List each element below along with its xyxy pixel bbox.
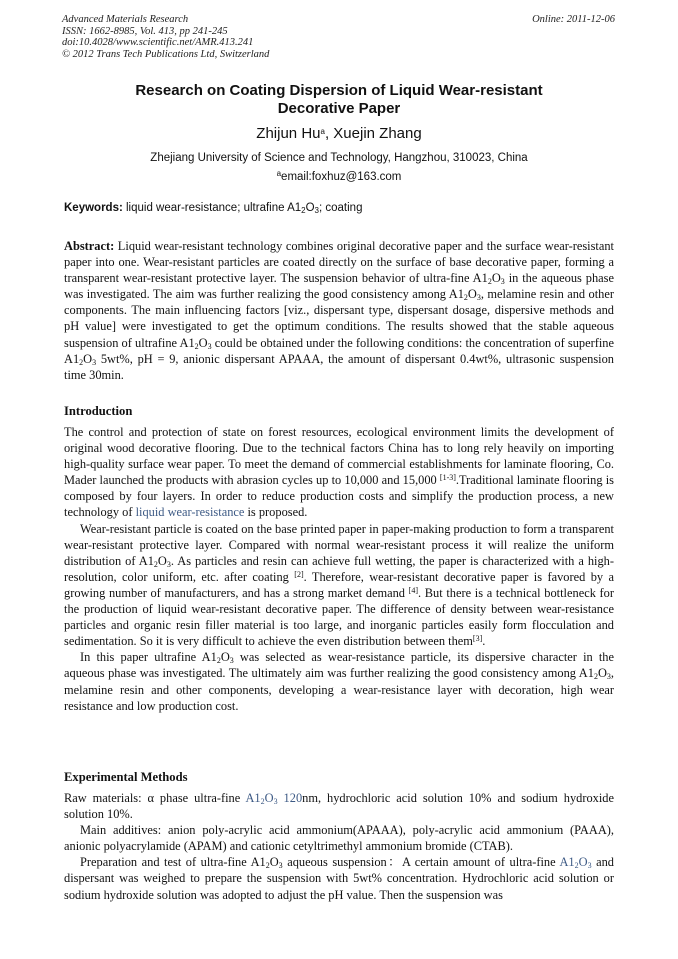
- abstract-label: Abstract:: [64, 239, 115, 253]
- raw-materials-paragraph: Raw materials: α phase ultra-fine $A1_2O_3$ 120nm, hydrochloric acid solution 10% and sodium hydroxide solution 10%.: [64, 791, 614, 822]
- journal-name: Advanced Materials Research: [62, 14, 189, 25]
- experimental-body: [64, 790, 614, 903]
- author-1-affiliation-mark: a: [320, 127, 325, 136]
- email-mark: a: [276, 169, 282, 178]
- email-address: email:foxhuz@163.com: [281, 171, 402, 183]
- citation[interactable]: [2]: [294, 569, 304, 579]
- author-separator: ,: [324, 125, 334, 142]
- doi-line: doi:10.4028/www.scientific.net/AMR.413.241: [62, 37, 254, 48]
- citation[interactable]: [3]: [472, 634, 483, 644]
- intro-paragraph-2: Wear-resistant particle is coated on the base printed paper in paper-making production to form a transparent wear-resistant protective layer. Compared with normal wear-resistant process it will realize the uniform distribution of $A1_2O_3$. As particles and resin can achieve full wetting, the paper is characterized with a high-resolution, color uniform, etc. after coating [2]. Therefore, wear-resistant decorative paper is favored by a growing number of manufacturers, and has a strong market demand [4]. But there is a technical bottleneck for the production of liquid wear-resistant decorative paper. The difference of density between wear-resistance particles and organic resin filler material is too large, and inorganic particles easily form flocculation and sedimentation. So it is very difficult to achieve the even distribution between them[3].: [64, 521, 615, 649]
- introduction-body: [64, 424, 614, 714]
- preparation-paragraph: Preparation and test of ultra-fine $A1_2O_3$ aqueous suspension：A certain amount of ultra-fine $A1_2O_3$ and dispersant was weighed to prepare the suspension with 5wt% concentration. Hydrochloric acid solution or sodium hydroxide solution was adopted to adjust the pH value. Then the suspension was: [64, 855, 614, 902]
- citation[interactable]: [1-3]: [439, 473, 456, 483]
- citation[interactable]: [4]: [408, 585, 418, 595]
- author-2: Xuejin Zhang: [333, 125, 422, 142]
- journal-header: [62, 14, 269, 60]
- intro-paragraph-3: In this paper ultrafine $A1_2O_3$ was selected as wear-resistance particle, its dispersive character in the aqueous phase was investigated. The ultimately aim was further realizing the good consistency among $A1_2O_3$, melamine resin and other components, developing a wear-resistance layer with decoration, high wear resistance and low production cost.: [64, 650, 615, 713]
- material-link[interactable]: $A1_2O_3$ 120: [245, 791, 303, 806]
- title-line-2: Decorative Paper: [277, 100, 401, 117]
- keywords-label: Keywords:: [64, 202, 123, 214]
- term-link[interactable]: liquid wear-resistance: [135, 505, 245, 520]
- online-date: Online: 2011-12-06: [532, 14, 615, 25]
- introduction-heading: Introduction: [64, 404, 133, 418]
- keywords: Keywords: liquid wear-resistance; ultrafine $A1_2O_3$; coating: [64, 202, 363, 215]
- author-list: [64, 125, 614, 143]
- author-1: Zhijun Hu: [256, 125, 321, 142]
- author-email: [64, 170, 614, 184]
- abstract: Abstract: Liquid wear-resistant technology combines original decorative paper and the surface wear-resistant paper into one. Wear-resistant particles are coated directly on the surface of base decorative paper, forming a transparent wear-resistant protective layer. The suspension behavior of ultra-fine $A1_2O_3$ in the aqueous phase was investigated. The aim was further realizing the good consistency among $A1_2O_3$, melamine resin and other components. The main influencing factors [viz., dispersant type, dispersant dosage, dispersive methods and pH value] were investigated to get the optimum conditions. The results showed that the stable aqueous suspension of ultrafine $A1_2O_3$ could be obtained under the following conditions: the concentration of superfine $A1_2O_3$ 5wt%, pH = 9, anionic dispersant APAAA, the amount of dispersant 0.4wt%, ultrasonic suspension time 30min.: [64, 239, 615, 382]
- title-line-1: Research on Coating Dispersion of Liquid Wear-resistant: [135, 82, 543, 99]
- intro-paragraph-1: The control and protection of state on forest resources, ecological environment limits the development of original wood decorative flooring. Due to the technical factors China has to long rely heavily on importing high-quality surface wear paper. To meet the demand of commercial establishments for laminate flooring, Co. Mader launched the products with abrasion cycles up to 10,000 and 15,000 [1-3].Traditional laminate flooring is composed by four layers. In order to reduce production costs and simplify the production process, a new technology of liquid wear-resistance is proposed.: [64, 425, 614, 520]
- copyright-line: © 2012 Trans Tech Publications Ltd, Switzerland: [62, 48, 270, 60]
- experimental-methods-heading: Experimental Methods: [64, 770, 188, 784]
- affiliation: Zhejiang University of Science and Technology, Hangzhou, 310023, China: [150, 152, 528, 164]
- issn-line: ISSN: 1662-8985, Vol. 413, pp 241-245: [62, 25, 228, 37]
- material-link[interactable]: $A1_2O_3$: [559, 855, 592, 871]
- main-additives-paragraph: Main additives: anion poly-acrylic acid ammonium(APAAA), poly-acrylic acid ammonium (PAAA), anionic polyacrylamide (APAM) and cationic cetyltrimethyl ammonium bromide (CTAB).: [64, 823, 614, 854]
- paper-title: [64, 82, 614, 118]
